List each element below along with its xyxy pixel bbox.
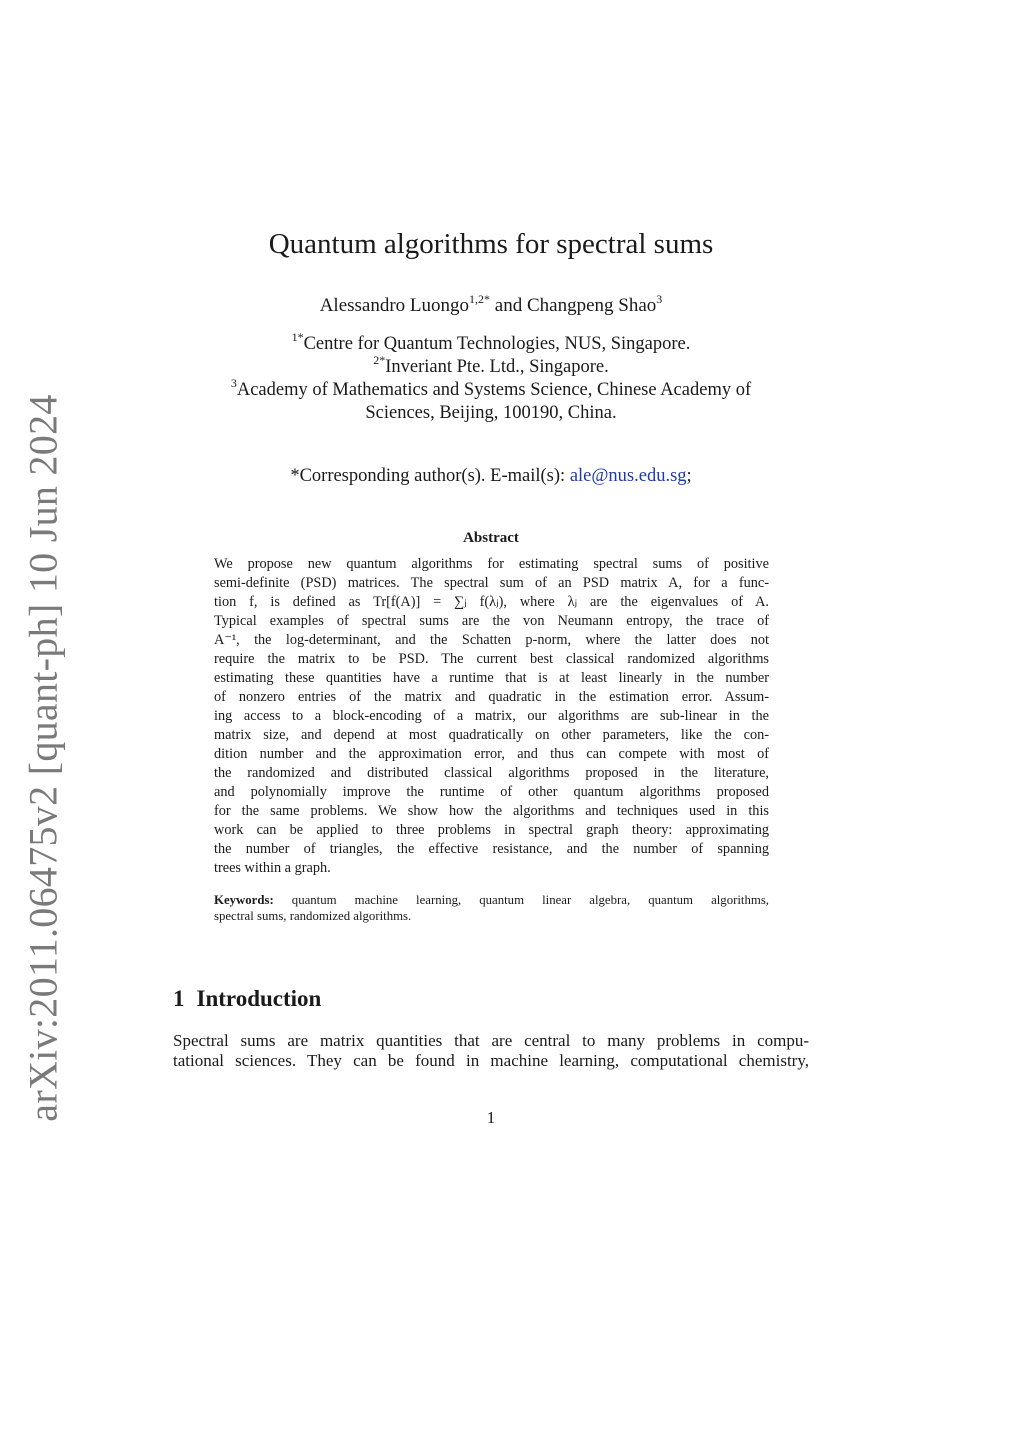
author-affiliation-mark: 1,2* bbox=[469, 292, 491, 306]
abstract-line: dition number and the approximation error, and thus can compete with most of bbox=[214, 746, 769, 762]
affiliation-text: Inveriant Pte. Ltd., Singapore. bbox=[385, 357, 609, 377]
keywords-line: spectral sums, randomized algorithms. bbox=[214, 909, 412, 923]
corresponding-label: *Corresponding author(s). E-mail(s): bbox=[290, 466, 566, 486]
abstract-line: the randomized and distributed classical algorithms proposed in the literature, bbox=[214, 765, 769, 781]
affiliation-text-continuation: Sciences, Beijing, 100190, China. bbox=[365, 403, 617, 423]
affiliation-mark: 2* bbox=[373, 353, 386, 367]
body-line: Spectral sums are matrix quantities that are central to many problems in compu- bbox=[173, 1031, 809, 1050]
abstract-line: estimating these quantities have a runtime that is at least linearly in the number bbox=[214, 670, 769, 686]
abstract-line: the number of triangles, the effective resistance, and the number of spanning bbox=[214, 841, 769, 857]
author-affiliation-mark: 3 bbox=[656, 292, 663, 306]
abstract-line: We propose new quantum algorithms for estimating spectral sums of positive bbox=[214, 556, 769, 572]
affiliation-text: Centre for Quantum Technologies, NUS, Singapore. bbox=[303, 334, 691, 354]
author-connector: and bbox=[494, 295, 523, 316]
email-suffix: ; bbox=[686, 466, 692, 486]
section-title: Introduction bbox=[196, 986, 322, 1011]
affiliation-text: Academy of Mathematics and Systems Science, Chinese Academy of bbox=[236, 380, 752, 400]
abstract-line: of nonzero entries of the matrix and quadratic in the estimation error. Assum- bbox=[214, 689, 769, 705]
section-number: 1 bbox=[173, 986, 185, 1011]
affiliation bbox=[200, 330, 782, 356]
abstract-heading: Abstract bbox=[463, 530, 519, 546]
keywords-label: Keywords: bbox=[214, 893, 274, 907]
body-line: tational sciences. They can be found in machine learning, computational chemistry, bbox=[173, 1051, 809, 1070]
section-heading bbox=[173, 986, 321, 1012]
abstract-line: for the same problems. We show how the algorithms and techniques used in this bbox=[214, 803, 769, 819]
abstract-line: tion f, is defined as Tr[f(A)] = ∑ⱼ f(λⱼ), where λⱼ are the eigenvalues of A. bbox=[214, 594, 769, 610]
abstract-line: ing access to a block-encoding of a matrix, our algorithms are sub-linear in the bbox=[214, 708, 769, 724]
email-link[interactable]: ale@nus.edu.sg bbox=[569, 466, 687, 486]
abstract-line: Typical examples of spectral sums are the von Neumann entropy, the trace of bbox=[214, 613, 769, 629]
abstract-line: trees within a graph. bbox=[214, 860, 331, 876]
abstract-body bbox=[214, 555, 769, 878]
abstract-line: and polynomially improve the runtime of other quantum algorithms proposed bbox=[214, 784, 769, 800]
affiliation bbox=[200, 353, 782, 379]
abstract-line: require the matrix to be PSD. The current best classical randomized algorithms bbox=[214, 651, 769, 667]
abstract-line: A⁻¹, the log-determinant, and the Schatten p-norm, where the latter does not bbox=[214, 632, 769, 648]
paper-title: Quantum algorithms for spectral sums bbox=[268, 228, 714, 260]
author-name: Alessandro Luongo bbox=[319, 295, 470, 316]
abstract-line: semi-definite (PSD) matrices. The spectral sum of an PSD matrix A, for a func- bbox=[214, 575, 769, 591]
keywords-text: quantum machine learning, quantum linear algebra, quantum algorithms, bbox=[291, 893, 770, 907]
affiliation-mark: 3 bbox=[230, 376, 237, 390]
keywords-block bbox=[214, 892, 769, 924]
corresponding-author bbox=[0, 466, 982, 487]
abstract-line: matrix size, and depend at most quadratically on other parameters, like the con- bbox=[214, 727, 769, 743]
body-paragraph bbox=[173, 1031, 809, 1071]
author-name: Changpeng Shao bbox=[526, 295, 657, 316]
keywords-line bbox=[214, 892, 769, 908]
arxiv-identifier-stamp: arXiv:2011.06475v2 [quant-ph] 10 Jun 2024 bbox=[20, 394, 66, 1122]
author-line bbox=[0, 292, 982, 317]
affiliation-mark: 1* bbox=[291, 330, 304, 344]
abstract-line: work can be applied to three problems in spectral graph theory: approximating bbox=[214, 822, 769, 838]
affiliation bbox=[200, 376, 782, 425]
page-number: 1 bbox=[486, 1108, 496, 1127]
